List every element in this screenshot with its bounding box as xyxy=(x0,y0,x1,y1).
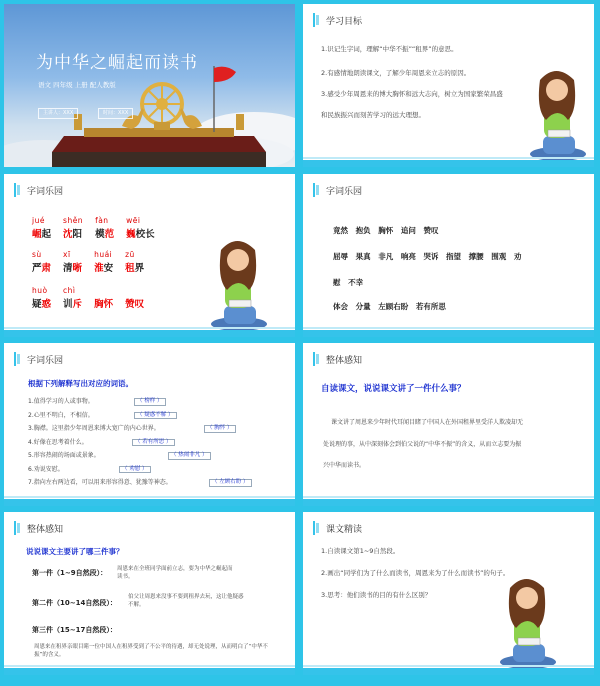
slide-bottom-bar xyxy=(303,499,594,506)
header-title: 学习目标 xyxy=(326,16,363,27)
rest-chars: 安 xyxy=(103,263,114,274)
goal-line: 3.感受少年周恩来的博大胸怀和远大志向，树立为国家繁荣昌盛 xyxy=(321,90,503,98)
answer-box: （ 疑惑不解 ） xyxy=(134,412,177,420)
slide-learning-goals[interactable] xyxy=(303,4,594,167)
answer-box: （ 热闹非凡 ） xyxy=(168,452,211,460)
word-text xyxy=(126,226,155,240)
pinyin: jué xyxy=(32,216,45,225)
bookmark-icon xyxy=(14,183,21,197)
vocab-word xyxy=(94,250,113,274)
phase-label: 第一件（1~9自然段）： xyxy=(32,569,108,577)
highlight-char: 淮 xyxy=(94,263,104,274)
slide-header xyxy=(313,521,362,535)
pinyin: huò xyxy=(32,286,48,295)
word-text xyxy=(95,226,114,240)
phase-desc: 周恩来在全班同学面前立志，要为中华之崛起而读书。 xyxy=(117,566,233,580)
header-title: 整体感知 xyxy=(27,524,64,535)
rest-chars: 校长 xyxy=(135,229,155,240)
rest-chars: 起 xyxy=(41,229,52,240)
question-heading: 说说课文主要讲了哪三件事？ xyxy=(26,547,124,556)
character-row xyxy=(32,250,144,274)
character-row xyxy=(32,216,155,240)
vocab-word xyxy=(32,250,51,274)
slide-vocab-1[interactable] xyxy=(4,174,295,337)
highlight-char: 晰 xyxy=(72,263,83,274)
rest-chars: 清 xyxy=(63,263,73,274)
slide-header xyxy=(14,183,63,197)
girl-reading-illustration xyxy=(528,66,586,162)
slide-title-text: 为中华之崛起而读书 xyxy=(36,53,198,73)
bookmark-icon xyxy=(14,352,21,366)
rest-chars: 界 xyxy=(134,263,145,274)
bookmark-icon xyxy=(313,521,320,535)
presenter-pill: 主讲人：XXX xyxy=(38,108,78,119)
definition-text: 6.劝说安慰。 xyxy=(28,465,64,473)
definition-text: 5.形容热闹的场面或景象。 xyxy=(28,452,100,459)
highlight-char: 肃 xyxy=(41,263,52,274)
highlight-char: 斥 xyxy=(72,299,83,310)
pinyin: shěn xyxy=(63,216,84,225)
slide-close-reading[interactable] xyxy=(303,512,594,675)
highlight-char: 崛 xyxy=(32,229,42,240)
header-title: 字词乐园 xyxy=(27,186,64,197)
vocab-row: 屈辱 果真 非凡 响亮 哭诉 指望 撑腰 围观 劝 xyxy=(333,252,522,261)
pinyin: xī xyxy=(63,250,71,259)
goal-line: 2.有感情地朗读课文，了解少年周恩来立志的原因。 xyxy=(321,69,471,77)
slide-header xyxy=(14,521,63,535)
definition-text: 3.胸襟。这里指少年周恩来博大宽广的内心世界。 xyxy=(28,425,160,432)
highlight-char: 范 xyxy=(104,229,115,240)
word-text xyxy=(63,226,82,240)
bookmark-icon xyxy=(313,13,320,27)
slide-title[interactable] xyxy=(4,4,295,167)
answer-box: （ 胸怀 ） xyxy=(204,425,236,433)
slide-bottom-bar xyxy=(303,668,594,675)
rest-chars: 严 xyxy=(32,263,42,274)
vocab-row: 竟然 抱负 胸怀 追问 赞叹 xyxy=(333,226,439,235)
word-text xyxy=(125,296,144,310)
rest-chars: 模 xyxy=(95,229,105,240)
goal-line: 1.识记生字词，理解“中华不振”“租界”的意思。 xyxy=(321,45,458,53)
slide-header xyxy=(313,352,362,366)
vocab-word xyxy=(63,286,82,310)
definition-text: 4.好像在思考着什么。 xyxy=(28,438,88,446)
pinyin: huái xyxy=(94,250,113,259)
reading-task: 2.画出“同学们为了什么而读书，周恩来为了什么而读书”的句子。 xyxy=(321,569,510,577)
header-title: 课文精读 xyxy=(326,524,363,535)
definition-text: 1.值得学习的人或事物。 xyxy=(28,398,94,405)
answer-line: 处说理的事，从中深刻体会到伯父说的“中华不振”的含义，从而立志要为振 xyxy=(323,441,522,448)
header-title: 整体感知 xyxy=(326,355,363,366)
rest-chars: 训 xyxy=(63,299,73,310)
girl-reading-illustration xyxy=(498,574,560,670)
vocab-word xyxy=(32,286,51,310)
answer-box: （ 榜样 ） xyxy=(134,398,166,406)
word-text xyxy=(32,226,51,240)
answer-box: （ 劝慰 ） xyxy=(119,466,151,474)
word-text xyxy=(63,296,82,310)
vocab-word xyxy=(94,286,113,310)
slide-header xyxy=(313,183,362,197)
reading-task: 3.思考：他们读书的目的有什么区别？ xyxy=(321,591,432,599)
highlight-char: 租 xyxy=(125,263,135,274)
vocab-word xyxy=(126,216,155,240)
reading-task: 1.自读课文第1~9自然段。 xyxy=(321,547,400,555)
bookmark-icon xyxy=(313,183,320,197)
definition-text: 2.心里不明白，不相信。 xyxy=(28,411,94,419)
highlight-char: 惑 xyxy=(41,299,52,310)
pinyin: chì xyxy=(63,286,76,295)
vocab-row: 体会 分量 左顾右盼 若有所思 xyxy=(333,302,446,311)
bookmark-icon xyxy=(313,352,320,366)
slide-bottom-bar xyxy=(303,160,594,167)
character-row xyxy=(32,286,144,310)
pinyin: sù xyxy=(32,250,42,259)
highlight-char: 赞叹 xyxy=(125,299,145,310)
pinyin: fàn xyxy=(95,216,109,225)
pinyin: zū xyxy=(125,250,135,259)
phase-desc: 伯父让周恩来没事不要到租界去玩，这让他疑惑不解。 xyxy=(128,594,244,608)
slide-bottom-bar xyxy=(4,668,295,675)
answer-box: （ 左顾右盼 ） xyxy=(209,479,252,487)
question-heading: 根据下列解释写出对应的词语。 xyxy=(28,379,133,388)
phase-footer: 周恩来在租界亲眼目睹一位中国人在租界受到了不公平的待遇，却无处说理，从而明白了“中华不振”的含义。 xyxy=(34,644,268,658)
slide-vocab-2[interactable] xyxy=(303,174,594,337)
header-title: 字词乐园 xyxy=(27,355,64,366)
bookmark-icon xyxy=(14,521,21,535)
word-text xyxy=(94,260,113,274)
word-text xyxy=(94,296,113,310)
answer-line: 课文讲了周恩来少年时代耳闻目睹了中国人在外国租界里受洋人欺凌却无 xyxy=(331,419,524,426)
word-text xyxy=(125,260,144,274)
slide-bottom-bar xyxy=(4,499,295,506)
slide-bottom-bar xyxy=(303,330,594,337)
vocab-word xyxy=(63,250,82,274)
goal-line: 和民族振兴而刻苦学习的远大理想。 xyxy=(321,111,425,119)
slide-bottom-bar xyxy=(4,330,295,337)
vocab-word xyxy=(125,286,144,310)
time-pill: 时间：XXX xyxy=(98,108,133,119)
vocab-word xyxy=(63,216,83,240)
phase-label: 第二件（10~14自然段）： xyxy=(32,599,117,607)
word-text xyxy=(63,260,82,274)
girl-reading-illustration xyxy=(209,236,271,332)
slide-subtitle: 语文 四年级 上册 配人教版 xyxy=(38,81,116,89)
vocab-word xyxy=(125,250,144,274)
vocab-word xyxy=(95,216,114,240)
highlight-char: 沈 xyxy=(63,229,73,240)
slide-overview-1[interactable] xyxy=(303,343,594,506)
word-text xyxy=(32,296,51,310)
rest-chars: 疑 xyxy=(32,299,42,310)
vocab-row: 慰 不幸 xyxy=(333,278,364,287)
pinyin: wēi xyxy=(126,216,141,225)
answer-line: 兴中华而读书。 xyxy=(323,462,366,469)
slide-header xyxy=(14,352,63,366)
slide-header xyxy=(313,13,362,27)
highlight-char: 胸怀 xyxy=(94,299,114,310)
word-text xyxy=(32,260,51,274)
rest-chars: 阳 xyxy=(72,229,83,240)
phase-label: 第三件（15~17自然段）： xyxy=(32,626,117,634)
question-heading: 自读课文，说说课文讲了一件什么事？ xyxy=(321,384,466,394)
slide-definitions[interactable] xyxy=(4,343,295,506)
header-title: 字词乐园 xyxy=(326,186,363,197)
answer-box: （ 若有所思 ） xyxy=(132,439,175,447)
definition-text: 7.指向左右两边看，可以用来形容得意、犹豫等神态。 xyxy=(28,479,172,486)
slide-overview-2[interactable] xyxy=(4,512,295,675)
vocab-word xyxy=(32,216,51,240)
highlight-char: 巍 xyxy=(126,229,136,240)
